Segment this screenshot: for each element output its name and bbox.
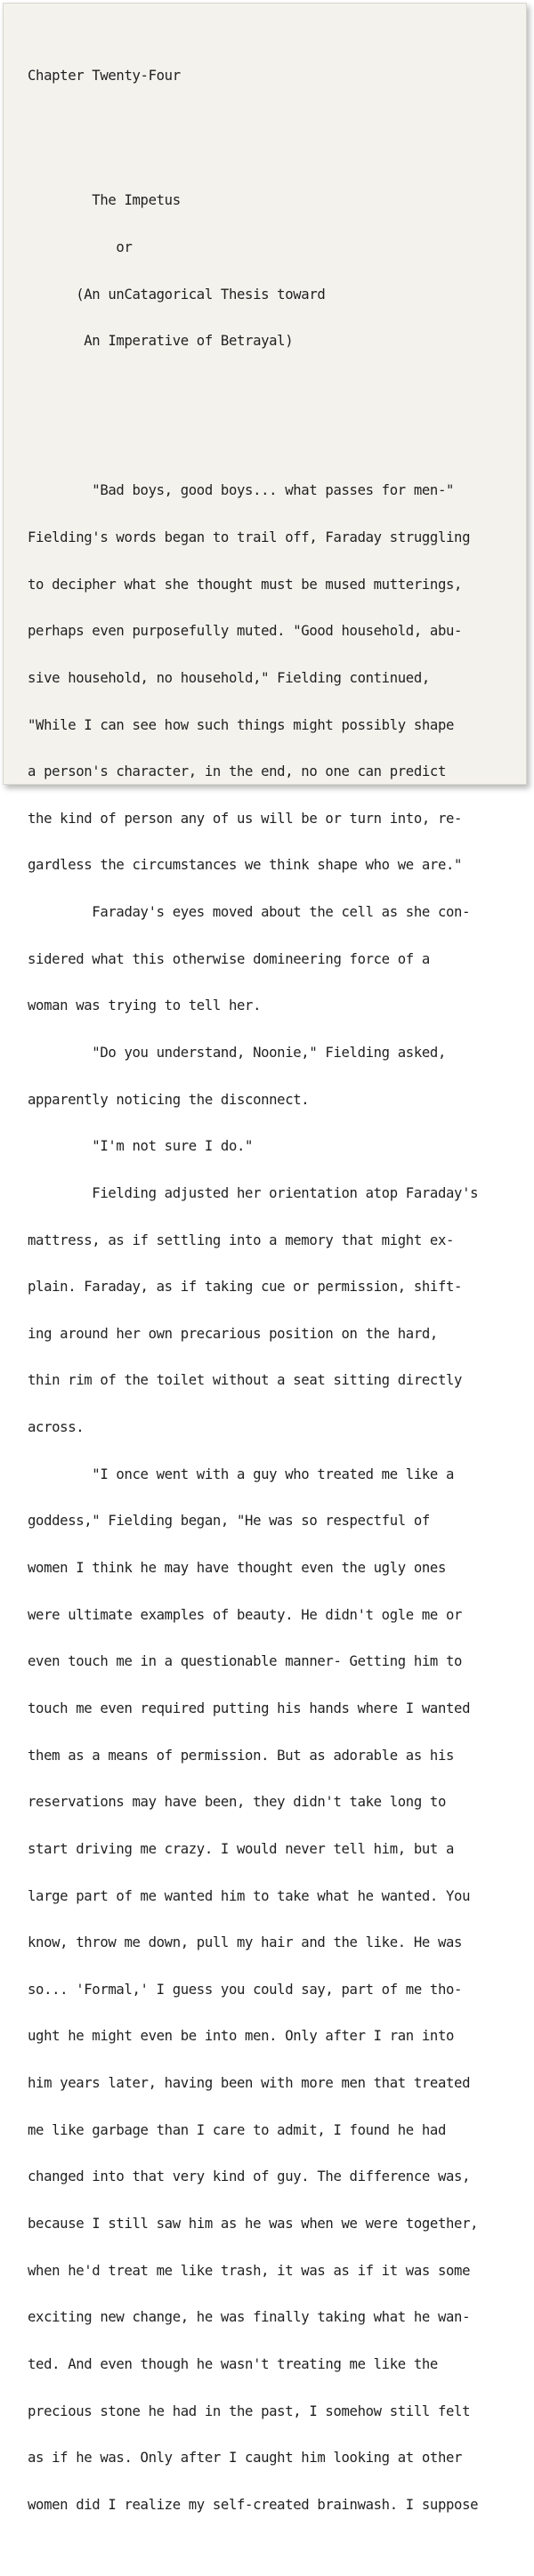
body-line: goddess," Fielding began, "He was so respectful of bbox=[28, 1513, 430, 1530]
body-line: start driving me crazy. I would never tell him, but a bbox=[28, 1840, 455, 1857]
title-line: or bbox=[28, 239, 133, 256]
body-line: woman was trying to tell her. bbox=[28, 997, 262, 1014]
typed-page bbox=[28, 37, 522, 2576]
body-line: mattress, as if settling into a memory that might ex- bbox=[28, 1231, 455, 1248]
title-line: An Imperative of Betrayal) bbox=[28, 333, 294, 350]
body-line: Fielding's words began to trail off, Faraday struggling bbox=[28, 529, 471, 545]
blank-line bbox=[28, 412, 522, 421]
body-line: "I once went with a guy who treated me like a bbox=[28, 1466, 455, 1482]
paper-sheet bbox=[3, 3, 527, 2513]
body-line: Fielding adjusted her orientation atop Faraday's bbox=[28, 1184, 479, 1201]
body-line: sidered what this otherwise domineering force of a bbox=[28, 950, 430, 967]
body-line: precious stone he had in the past, I somehow still felt bbox=[28, 2402, 471, 2419]
body-line: because I still saw him as he was when we were together, bbox=[28, 2216, 479, 2233]
body-line: as if he was. Only after I caught him looking at other bbox=[28, 2450, 463, 2467]
body-line: when he'd treat me like trash, it was as if it was some bbox=[28, 2262, 471, 2279]
body-line: women I think he may have thought even the ugly ones bbox=[28, 1560, 446, 1577]
body-line: large part of me wanted him to take what he wanted. You bbox=[28, 1887, 471, 1904]
chapter-title-block bbox=[28, 162, 522, 381]
body-line: the kind of person any of us will be or turn into, re- bbox=[28, 810, 463, 827]
body-line: exciting new change, he was finally taking what he wan- bbox=[28, 2309, 471, 2326]
body-line: "While I can see how such things might possibly shape bbox=[28, 716, 455, 733]
body-line: so... 'Formal,' I guess you could say, part of me tho- bbox=[28, 1981, 463, 1998]
body-line: reservations may have been, they didn't take long to bbox=[28, 1794, 446, 1811]
body-line: thin rim of the toilet without a seat sitting directly bbox=[28, 1372, 463, 1389]
body-line: "Do you understand, Noonie," Fielding asked, bbox=[28, 1045, 446, 1061]
body-line: ught he might even be into men. Only after I ran into bbox=[28, 2028, 455, 2045]
body-line: changed into that very kind of guy. The difference was, bbox=[28, 2168, 471, 2185]
body-line: touch me even required putting his hands where I wanted bbox=[28, 1700, 471, 1716]
body-line: know, throw me down, pull my hair and the like. He was bbox=[28, 1934, 463, 1951]
blank-line bbox=[28, 116, 522, 132]
body-line: sive household, no household," Fielding continued, bbox=[28, 669, 430, 686]
body-line: a person's character, in the end, no one can predict bbox=[28, 763, 446, 780]
body-line: "Bad boys, good boys... what passes for men-" bbox=[28, 482, 455, 499]
body-line: them as a means of permission. But as adorable as his bbox=[28, 1747, 455, 1764]
body-line: gardless the circumstances we think shape who we are." bbox=[28, 857, 463, 874]
body-line: plain. Faraday, as if taking cue or permission, shift- bbox=[28, 1279, 463, 1296]
body-line: to decipher what she thought must be mused mutterings, bbox=[28, 576, 463, 593]
body-line: were ultimate examples of beauty. He didn't ogle me or bbox=[28, 1606, 463, 1623]
body-line: apparently noticing the disconnect. bbox=[28, 1091, 310, 1108]
body-line: "I'm not sure I do." bbox=[28, 1138, 254, 1155]
body-line: perhaps even purposefully muted. "Good household, abu- bbox=[28, 623, 463, 640]
body-line: ted. And even though he wasn't treating me like the bbox=[28, 2355, 438, 2372]
title-line: The Impetus bbox=[28, 192, 181, 209]
body-text bbox=[28, 452, 522, 2544]
chapter-heading: Chapter Twenty-Four bbox=[28, 68, 181, 85]
body-line: women did I realize my self-created brainwash. I suppose bbox=[28, 2496, 479, 2513]
body-line: across. bbox=[28, 1419, 85, 1436]
body-line: me like garbage than I care to admit, I found he had bbox=[28, 2121, 446, 2138]
body-line: him years later, having been with more men that treated bbox=[28, 2075, 471, 2092]
body-line: ing around her own precarious position on the hard, bbox=[28, 1325, 438, 1342]
body-line: Faraday's eyes moved about the cell as she con- bbox=[28, 904, 471, 921]
title-line: (An unCatagorical Thesis toward bbox=[28, 286, 326, 303]
body-line: even touch me in a questionable manner- Getting him to bbox=[28, 1653, 463, 1670]
